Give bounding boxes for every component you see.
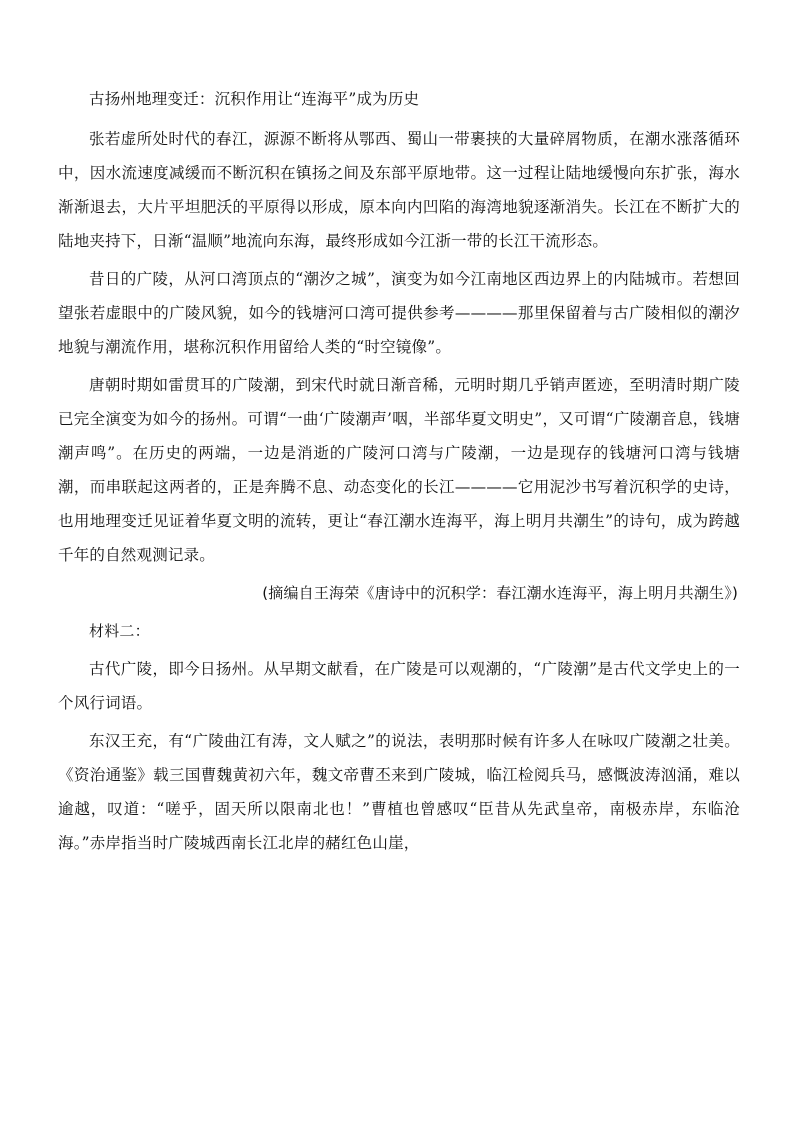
paragraph: 昔日的广陵，从河口湾顶点的“潮汐之城”，演变为如今江南地区西边界上的内陆城市。若想回望张若虚眼中的广陵风貌，如今的钱塘河口湾可提供参考————那里保留着与古广陵相似的潮汐地貌与潮流作用，堪称沉积作用留给人类的“时空镜像”。 [58,270,740,356]
paragraph: 张若虚所处时代的春江，源源不断将从鄂西、蜀山一带裹挟的大量碎屑物质，在潮水涨落循环中，因水流速度减缓而不断沉积在镇扬之间及东部平原地带。这一过程让陆地缓慢向东扩张，海水渐渐退去，大片平坦肥沃的平原得以形成，原本向内凹陷的海湾地貌逐渐消失。长江在不断扩大的陆地夹持下，日渐“温顺”地流向东海，最终形成如今江浙一带的长江干流形态。 [58,130,740,250]
paragraph: 唐朝时期如雷贯耳的广陵潮，到宋代时就日渐音稀，元明时期几乎销声匿迹，至明清时期广陵已完全演变为如今的扬州。可谓“一曲‘广陵潮声’咽，半部华夏文明史”，又可谓“广陵潮音息，钱塘潮声鸣”。在历史的两端，一边是消逝的广陵河口湾与广陵潮，一边是现存的钱塘河口湾与钱塘潮，而串联起这两者的，正是奔腾不息、动态变化的长江————它用泥沙书写着沉积学的史诗，也用地理变迁见证着华夏文明的流转，更让“春江潮水连海平，海上明月共潮生”的诗句，成为跨越千年的自然观测记录。 [58,376,740,564]
material-label: 材料二： [89,622,150,640]
source-citation: (摘编自王海荣《唐诗中的沉积学：春江潮水连海平，海上明月共潮生》) [262,584,738,602]
document-body [58,82,740,864]
section-heading: 古扬州地理变迁：沉积作用让“连海平”成为历史 [89,90,420,108]
paragraph: 东汉王充，有“广陵曲江有涛，文人赋之”的说法，表明那时候有许多人在咏叹广陵潮之壮美。《资治通鉴》载三国曹魏黄初六年，魏文帝曹丕来到广陵城，临江检阅兵马，感慨波涛汹涌，难以逾越，叹道：“嗟乎，固天所以限南北也！”曹植也曾感叹“臣昔从先武皇帝，南极赤岸，东临沧海。”赤岸指当时广陵城西南长江北岸的赭红色山崖， [58,732,740,852]
paragraph: 古代广陵，即今日扬州。从早期文献看，在广陵是可以观潮的，“广陵潮”是古代文学史上的一个风行词语。 [58,660,740,712]
